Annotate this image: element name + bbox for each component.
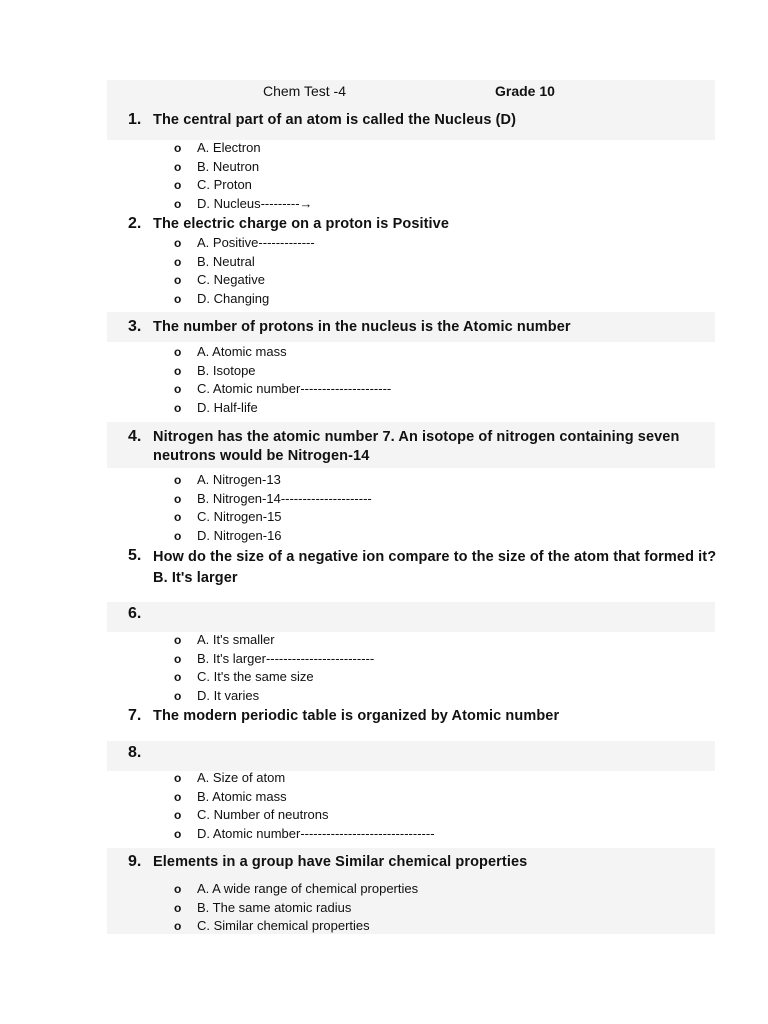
bullet-icon: o: [174, 826, 182, 841]
option-text: B. Nitrogen-14---------------------: [197, 490, 372, 506]
option-text: B. Atomic mass: [197, 788, 287, 804]
bullet-icon: o: [174, 254, 182, 269]
header-band: [107, 80, 715, 102]
bullet-icon: o: [174, 159, 182, 174]
bullet-icon: o: [174, 670, 182, 684]
bullet-icon: o: [174, 651, 182, 666]
bullet-icon: o: [174, 141, 182, 155]
option-text: D. It varies: [197, 687, 260, 703]
bullet-icon: o: [174, 491, 182, 506]
question-text: The electric charge on a proton is Positive: [153, 216, 449, 232]
question-number: 7.: [128, 707, 142, 724]
option-text: C. Atomic number---------------------: [197, 381, 392, 396]
bullet-icon: o: [174, 178, 182, 192]
option-text: C. Number of neutrons: [197, 807, 329, 822]
option-text: D. Nucleus---------→: [197, 195, 313, 211]
bullet-icon: o: [174, 882, 182, 896]
question-number: 4.: [128, 428, 142, 445]
option-text: B. Neutron: [197, 158, 260, 174]
bullet-icon: o: [174, 510, 182, 524]
option-text: A. It's smaller: [197, 632, 275, 647]
test-title: Chem Test -4: [263, 83, 346, 99]
option-text: D. Nitrogen-16: [197, 527, 282, 543]
option-text: A. Nitrogen-13: [197, 472, 281, 487]
bullet-icon: o: [174, 273, 182, 287]
option-text: C. Negative: [197, 272, 265, 287]
option-text: C. Nitrogen-15: [197, 509, 282, 524]
bullet-icon: o: [174, 382, 182, 396]
question-band-8: [107, 741, 715, 771]
question-number: 1.: [128, 111, 142, 128]
question-text: The modern periodic table is organized by Atomic number: [153, 708, 560, 724]
option-text: C. Similar chemical properties: [197, 918, 370, 933]
option-text: D. Half-life: [197, 399, 258, 415]
option-text: B. The same atomic radius: [197, 899, 352, 915]
bullet-icon: o: [174, 771, 182, 785]
bullet-icon: o: [174, 633, 182, 647]
question-number: 6.: [128, 605, 142, 622]
option-text: A. Size of atom: [197, 770, 286, 785]
bullet-icon: o: [174, 236, 182, 250]
question-text: The number of protons in the nucleus is the Atomic number: [153, 319, 571, 335]
bullet-icon: o: [174, 808, 182, 822]
bullet-icon: o: [174, 919, 182, 933]
question-number: 2.: [128, 215, 142, 232]
question-text: How do the size of a negative ion compare to the size of the atom that formed it? B. It's larger: [153, 549, 717, 586]
bullet-icon: o: [174, 789, 182, 804]
bullet-icon: o: [174, 363, 182, 378]
question-number: 3.: [128, 318, 142, 335]
bullet-icon: o: [174, 196, 182, 211]
option-text: C. It's the same size: [197, 669, 314, 684]
question-number: 9.: [128, 853, 142, 870]
bullet-icon: o: [174, 688, 182, 703]
option-text: D. Changing: [197, 290, 270, 306]
option-text: A. Electron: [197, 140, 261, 155]
option-text: B. Neutral: [197, 253, 255, 269]
option-text: B. It's larger-------------------------: [197, 650, 375, 666]
bullet-icon: o: [174, 528, 182, 543]
grade-label: Grade 10: [495, 83, 555, 99]
option-text: D. Atomic number-------------------------------: [197, 825, 435, 841]
question-band-6: [107, 602, 715, 632]
bullet-icon: o: [174, 900, 182, 915]
bullet-icon: o: [174, 400, 182, 415]
question-text: The central part of an atom is called the Nucleus (D): [153, 112, 517, 128]
question-text: Elements in a group have Similar chemical properties: [153, 854, 528, 870]
question-text: Nitrogen has the atomic number 7. An isotope of nitrogen containing seven neutrons would be Nitrogen-14: [153, 429, 680, 464]
bullet-icon: o: [174, 345, 182, 359]
option-text: A. Positive-------------: [197, 235, 315, 250]
bullet-icon: o: [174, 291, 182, 306]
option-text: C. Proton: [197, 177, 252, 192]
option-text: B. Isotope: [197, 362, 256, 378]
question-number: 5.: [128, 547, 142, 564]
option-text: A. A wide range of chemical properties: [197, 881, 419, 896]
bullet-icon: o: [174, 473, 182, 487]
question-number: 8.: [128, 744, 142, 761]
option-text: A. Atomic mass: [197, 344, 287, 359]
